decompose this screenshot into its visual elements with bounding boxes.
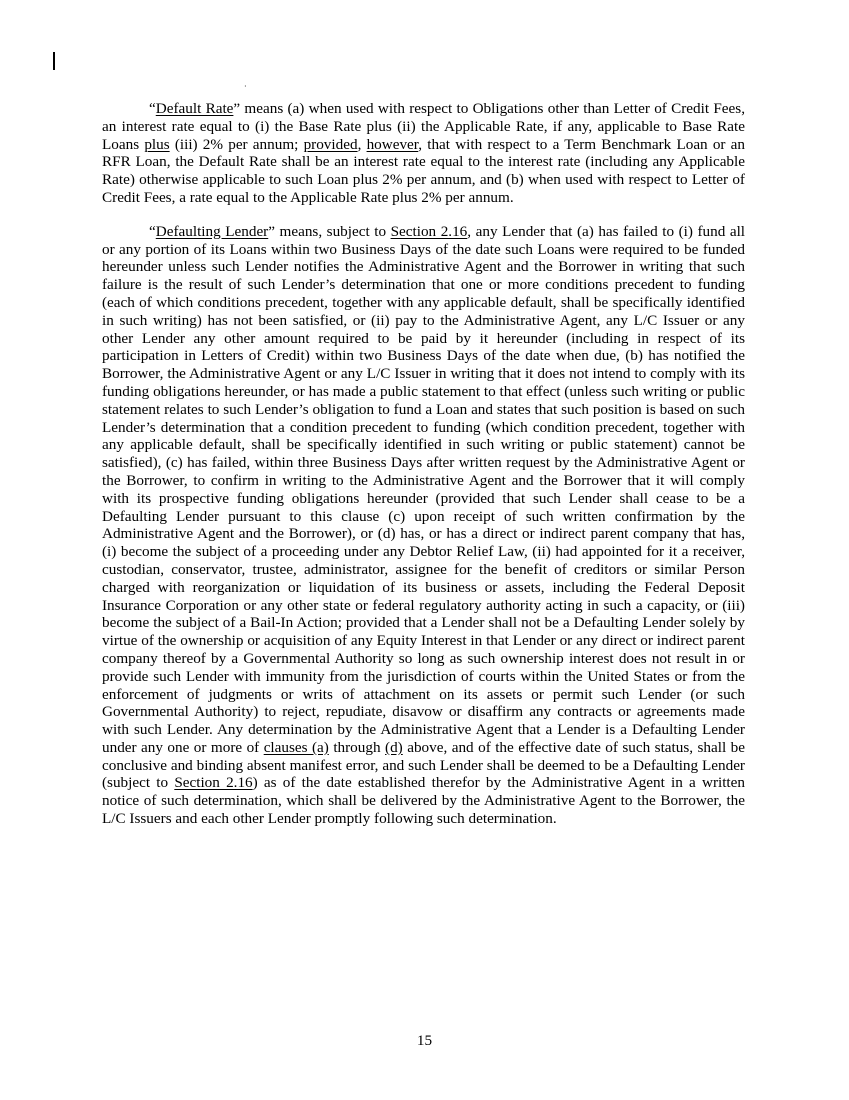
text-run: above, and of the effective date of such status, shall be conclusive and binding absent manifest error, and such Lender shall be deemed to be a Defaulting Lender (subject to	[102, 738, 745, 792]
paragraph-defaulting-lender	[102, 223, 745, 828]
underlined-term: provided	[303, 135, 358, 153]
underlined-term: plus	[144, 135, 170, 153]
text-run: ” means (a) when used with respect to Obligations other than Letter of Credit Fees, an interest rate equal to (i) the Base Rate plus (ii) the Applicable Rate, if any, applicable to Base Rate Loans	[102, 100, 745, 153]
text-run: ” means, subject to	[268, 222, 391, 240]
page-number: 15	[416, 1032, 433, 1049]
underlined-term: however	[366, 135, 419, 153]
document-body	[102, 100, 745, 844]
text-run: ) as of the date established therefor by the Administrative Agent in a written notice of such determination, which shall be delivered by the Administrative Agent to the Borrower, the L/C Issuers and each other Lender promptly following such determination.	[102, 774, 745, 828]
text-run: ,	[357, 135, 367, 153]
underlined-term: Section 2.16	[390, 222, 468, 240]
text-run: , any Lender that (a) has failed to (i) fund all or any portion of its Loans within two Business Days of the date such Loans were required to be funded hereunder unless such Lender notifies the Administrative Agent and the Borrower in writing that such failure is the result of such Lender’s determination that one or more conditions precedent to funding (each of which conditions precedent, together with any applicable default, shall be specifically identified in such writing) has not been satisfied, or (ii) pay to the Administrative Agent, any L/C Issuer or any other Lender any other amount required to be paid by it hereunder (including in respect of its participation in Letters of Credit) within two Business Days of the date when due, (b) has notified the Borrower, the Administrative Agent or any L/C Issuer in writing that it does not intend to comply with its funding obligations hereunder, or has made a public statement to that effect (unless such writing or public statement relates to such Lender’s obligation to fund a Loan and states that such position is based on such Lender’s determination that a condition precedent to funding (which condition precedent, together with any applicable default, shall be specifically identified in such writing or public statement) cannot be satisfied), (c) has failed, within three Business Days after written request by the Administrative Agent or the Borrower, to confirm in writing to the Administrative Agent and the Borrower that it will comply with its prospective funding obligations hereunder (provided that such Lender shall cease to be a Defaulting Lender pursuant to this clause (c) upon receipt of such written confirmation by the Administrative Agent and the Borrower), or (d) has, or has a direct or indirect parent company that has, (i) become the subject of a proceeding under any Debtor Relief Law, (ii) had appointed for it a receiver, custodian, conservator, trustee, administrator, assignee for the benefit of creditors or similar Person charged with reorganization or liquidation of its business or assets, including the Federal Deposit Insurance Corporation or any other state or federal regulatory authority acting in such a capacity, or (iii) become the subject of a Bail-In Action; provided that a Lender shall not be a Defaulting Lender solely by virtue of the ownership or acquisition of any Equity Interest in that Lender or any direct or indirect parent company thereof by a Governmental Authority so long as such ownership interest does not result in or provide such Lender with immunity from the jurisdiction of courts within the United States or from the enforcement of judgments or writs of attachment on its assets or permit such Lender (or such Governmental Authority) to reject, repudiate, disavow or disaffirm any contracts or agreements made with such Lender. Any determination by the Administrative Agent that a Lender is a Defaulting Lender under any one or more of	[102, 222, 746, 756]
underlined-term: clauses (a)	[263, 738, 329, 756]
paragraph-default-rate	[102, 100, 745, 207]
text-run: “	[149, 222, 156, 240]
revision-change-bar	[53, 52, 55, 70]
text-run: “	[149, 100, 156, 117]
text-run: , that with respect to a Term Benchmark Loan or an RFR Loan, the Default Rate shall be an interest rate equal to the interest rate (including any Applicable Rate) otherwise applicable to such Loan plus 2% per annum, and (b) when used with respect to Letter of Credit Fees, a rate equal to the Applicable Rate plus 2% per annum.	[102, 135, 746, 206]
underlined-term: Defaulting Lender	[155, 222, 269, 240]
stray-dot-mark: ·	[244, 82, 247, 91]
underlined-term: (d)	[385, 738, 403, 756]
underlined-term: Section 2.16	[174, 774, 253, 792]
text-run: through	[328, 738, 386, 756]
text-run: (iii) 2% per annum;	[169, 135, 304, 153]
underlined-term: Default Rate	[155, 100, 234, 117]
